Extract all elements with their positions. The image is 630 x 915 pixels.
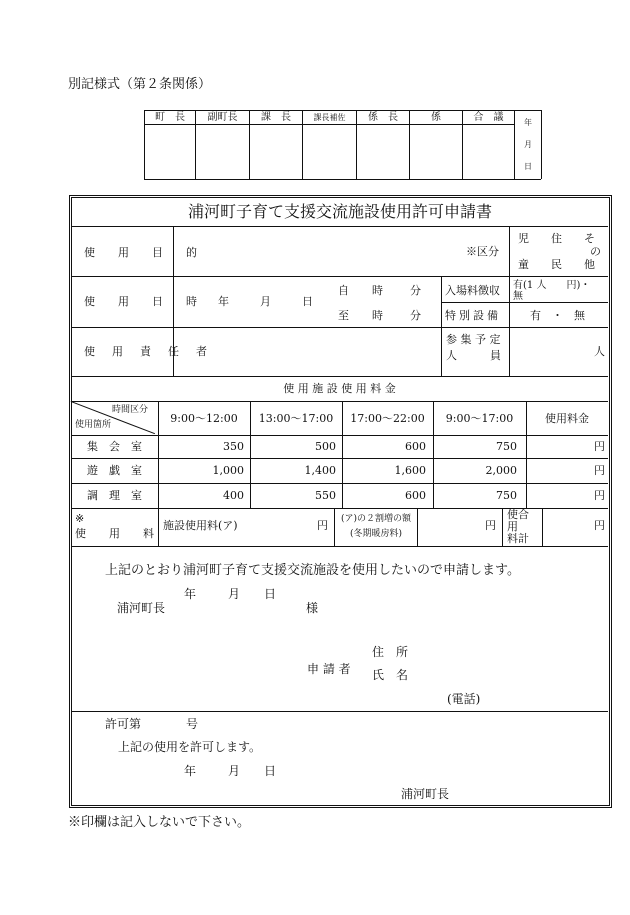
category-bottom: 童 民 他	[518, 258, 595, 271]
corner-time-label: 時間区分	[112, 405, 149, 415]
form-title: 浦河町子育て支援交流施設使用許可申請書	[187, 202, 492, 221]
header-slot-evening: 17:00～22:00	[350, 412, 425, 425]
heating-fee-unit: 円	[485, 519, 496, 532]
table-cell: 1,400	[304, 464, 336, 477]
fee-table-title: 使 用 施 設 使 用 料 金	[283, 382, 396, 395]
application-statement: 上記のとおり浦河町子育て支援交流施設を使用したいので申請します。	[105, 563, 520, 578]
footnote: ※印欄は記入しないで下さい。	[68, 815, 251, 830]
heating-fee-label-top: (ア)の２割増の額	[340, 514, 412, 524]
table-cell: 600	[405, 440, 426, 453]
special-equipment-value: 有 ・ 無	[530, 309, 585, 322]
attendees-label-top: 参 集 予 定	[446, 333, 501, 346]
entry-fee-value-bottom: 無	[513, 291, 523, 302]
total-fee-label-top: 使合	[507, 508, 529, 521]
phone-label: (電話)	[447, 692, 481, 706]
datetime-to: 至	[338, 309, 349, 322]
datetime-from-minute: 分	[410, 284, 421, 297]
header-slot-fullday: 9:00～17:00	[445, 412, 514, 425]
category-mid: の	[590, 245, 601, 258]
permit-date-month: 月	[228, 764, 241, 778]
special-equipment-label: 特別設備	[445, 309, 501, 322]
approval-date-year: 年	[524, 118, 532, 127]
corner-location-label: 使用箇所	[75, 420, 112, 430]
total-fee-unit: 円	[594, 519, 605, 532]
approval-col-staff: 係	[431, 112, 441, 123]
table-cell: 550	[315, 489, 336, 502]
applicant-label: 申 請 者	[307, 662, 351, 676]
table-cell-unit: 円	[594, 489, 605, 502]
table-cell-unit: 円	[594, 440, 605, 453]
approval-col-subsection-chief: 係 長	[368, 112, 398, 123]
attendees-unit: 人	[594, 345, 605, 358]
approval-date-month: 月	[524, 140, 532, 149]
row-name-kitchen: 調 理 室	[87, 489, 142, 502]
table-cell: 2,000	[485, 464, 517, 477]
datetime-from-hour: 時	[372, 284, 383, 297]
approval-col-deputy-mayor: 副町長	[207, 112, 238, 123]
table-cell: 350	[223, 440, 244, 453]
facility-fee-label: 施設使用料(ア)	[163, 519, 238, 532]
table-cell: 1,600	[394, 464, 426, 477]
table-cell: 500	[315, 440, 336, 453]
header-slot-afternoon: 13:00～17:00	[258, 412, 334, 425]
table-cell: 600	[405, 489, 426, 502]
datetime-to-minute: 分	[410, 309, 421, 322]
permit-number-suffix: 号	[186, 717, 199, 731]
attendees-label-bottom: 人 員	[446, 349, 501, 362]
category-top: 児 住 そ	[518, 232, 595, 245]
table-cell: 750	[496, 440, 517, 453]
entry-fee-value-top: 有(1 人 円)・	[513, 280, 591, 291]
entry-fee-label: 入場料徴収	[445, 284, 500, 297]
datetime-from: 自	[338, 284, 349, 297]
application-date-day: 日	[264, 587, 277, 601]
purpose-category-label: ※区分	[466, 245, 499, 258]
approval-col-assistant-chief: 課長補佐	[313, 113, 346, 122]
permit-date-year: 年	[184, 764, 197, 778]
datetime-day: 日	[302, 295, 313, 308]
application-date-year: 年	[184, 587, 197, 601]
header-fee: 使用料金	[545, 412, 589, 425]
approval-col-section-chief: 課 長	[261, 112, 291, 123]
permit-issuer: 浦河町長	[401, 787, 450, 801]
approval-col-mayor: 町 長	[155, 112, 185, 123]
row-name-meeting-room: 集 会 室	[87, 440, 142, 453]
total-fee-label-mid: 用	[507, 520, 518, 533]
table-cell: 750	[496, 489, 517, 502]
permit-statement: 上記の使用を許可します。	[118, 740, 262, 754]
header-slot-morning: 9:00～12:00	[170, 412, 238, 425]
datetime-to-hour: 時	[372, 309, 383, 322]
permit-date-day: 日	[264, 764, 277, 778]
facility-fee-unit: 円	[317, 519, 328, 532]
application-date-month: 月	[228, 587, 241, 601]
application-honorific: 様	[306, 601, 319, 615]
table-cell: 1,000	[212, 464, 244, 477]
total-fee-label-bottom: 料計	[507, 532, 529, 545]
datetime-month: 月	[260, 295, 271, 308]
responsible-label: 使 用 責 任 者	[84, 345, 210, 358]
datetime-year: 年	[218, 295, 229, 308]
address-label: 住 所	[372, 645, 409, 659]
table-cell: 400	[223, 489, 244, 502]
table-cell-unit: 円	[594, 464, 605, 477]
datetime-label: 使 用 日 時	[84, 295, 203, 308]
permit-number-prefix: 許可第	[105, 717, 142, 731]
purpose-label: 使 用 目 的	[84, 246, 203, 259]
approval-date-day: 日	[524, 162, 532, 171]
form-label: 別記様式（第２条関係）	[68, 77, 212, 92]
row-name-playroom: 遊 戯 室	[87, 464, 142, 477]
heating-fee-label-bottom: (冬期暖房料)	[349, 529, 403, 539]
name-label: 氏 名	[372, 668, 409, 682]
fee-summary-label: 使 用 料	[75, 527, 160, 540]
fee-summary-mark: ※	[75, 512, 85, 525]
approval-col-consultation: 合 議	[473, 112, 504, 123]
application-addressee: 浦河町長	[117, 601, 166, 615]
